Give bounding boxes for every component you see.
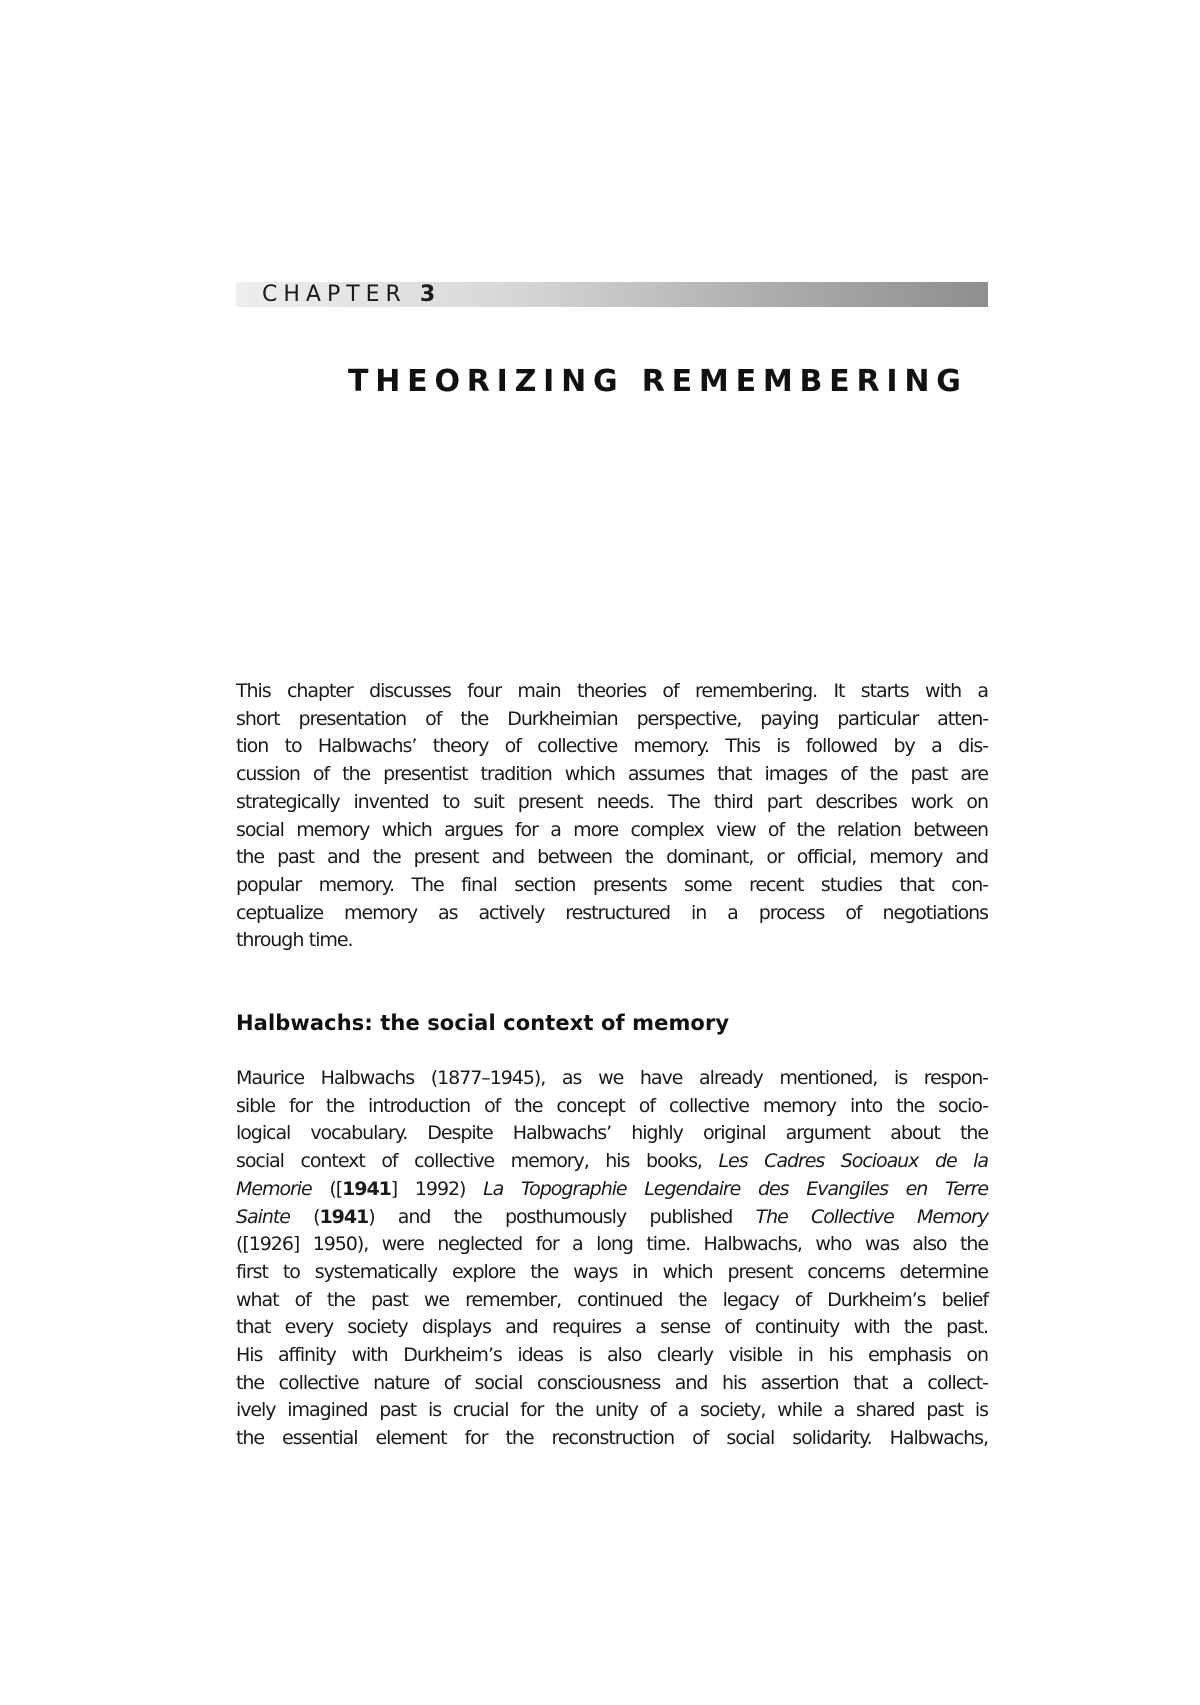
book-title: Sainte [236, 1205, 290, 1228]
year: 1941 [342, 1177, 391, 1200]
chapter-title: THEORIZING REMEMBERING [348, 364, 968, 399]
intro-line: through time. [236, 929, 353, 952]
chapter-word: CHAPTER [262, 282, 407, 307]
book-title: The Collective Memory [755, 1205, 988, 1228]
year: 1941 [319, 1205, 369, 1228]
body-text: ) and the posthumously published [368, 1205, 756, 1228]
book-title: Les Cadres Socioaux de la [718, 1150, 989, 1173]
body-line: logical vocabulary. Despite Halbwachs’ highly original argument about the [236, 1122, 988, 1145]
intro-line: short presentation of the Durkheimian perspective, paying particular atten- [236, 707, 988, 730]
body-line: sible for the introduction of the concept of collective memory into the socio- [236, 1094, 988, 1117]
body-line: Maurice Halbwachs (1877–1945), as we have already mentioned, is respon- [236, 1067, 988, 1089]
body-line: that every society displays and requires a sense of continuity with the past. [236, 1316, 988, 1339]
intro-line: cussion of the presentist tradition which assumes that images of the past are [236, 763, 988, 786]
body-line: what of the past we remember, continued the legacy of Durkheim’s belief [236, 1288, 988, 1311]
intro-line: strategically invented to suit present needs. The third part describes work on [236, 790, 988, 813]
body-line: the collective nature of social consciousness and his assertion that a collect- [236, 1371, 988, 1394]
section-paragraph [236, 1065, 988, 1453]
intro-line: social memory which argues for a more complex view of the relation between [236, 818, 988, 841]
body-line: the essential element for the reconstruction of social solidarity. Halbwachs, [236, 1427, 988, 1450]
body-line: ively imagined past is crucial for the unity of a society, while a shared past is [236, 1399, 988, 1422]
section-heading: Halbwachs: the social context of memory [236, 1011, 730, 1035]
body-line: His affinity with Durkheim’s ideas is also clearly visible in his emphasis on [236, 1344, 988, 1367]
body-line [236, 1176, 988, 1204]
body-line [236, 1204, 988, 1232]
book-title: Memorie [236, 1177, 312, 1200]
body-line [236, 1148, 988, 1176]
body-line: ([1926] 1950), were neglected for a long time. Halbwachs, who was also the [236, 1233, 988, 1256]
book-title: La Topographie Legendaire des Evangiles en Terre [483, 1177, 989, 1200]
chapter-number: 3 [419, 282, 436, 307]
body-text: ] 1992) [390, 1177, 484, 1200]
body-text: social context of collective memory, his books, [236, 1150, 719, 1173]
chapter-label [262, 282, 435, 307]
body-text: ([ [311, 1177, 343, 1200]
body-line: first to systematically explore the ways in which present concerns determine [236, 1260, 988, 1283]
intro-line: the past and the present and between the dominant, or official, memory and [236, 846, 988, 869]
intro-line: popular memory. The final section presents some recent studies that con- [236, 873, 988, 896]
intro-paragraph [236, 678, 988, 955]
intro-line: ceptualize memory as actively restructured in a process of negotiations [236, 901, 988, 924]
intro-line: tion to Halbwachs’ theory of collective memory. This is followed by a dis- [236, 735, 988, 758]
body-text: ( [289, 1205, 320, 1228]
intro-line: This chapter discusses four main theories of remembering. It starts with a [236, 680, 988, 702]
